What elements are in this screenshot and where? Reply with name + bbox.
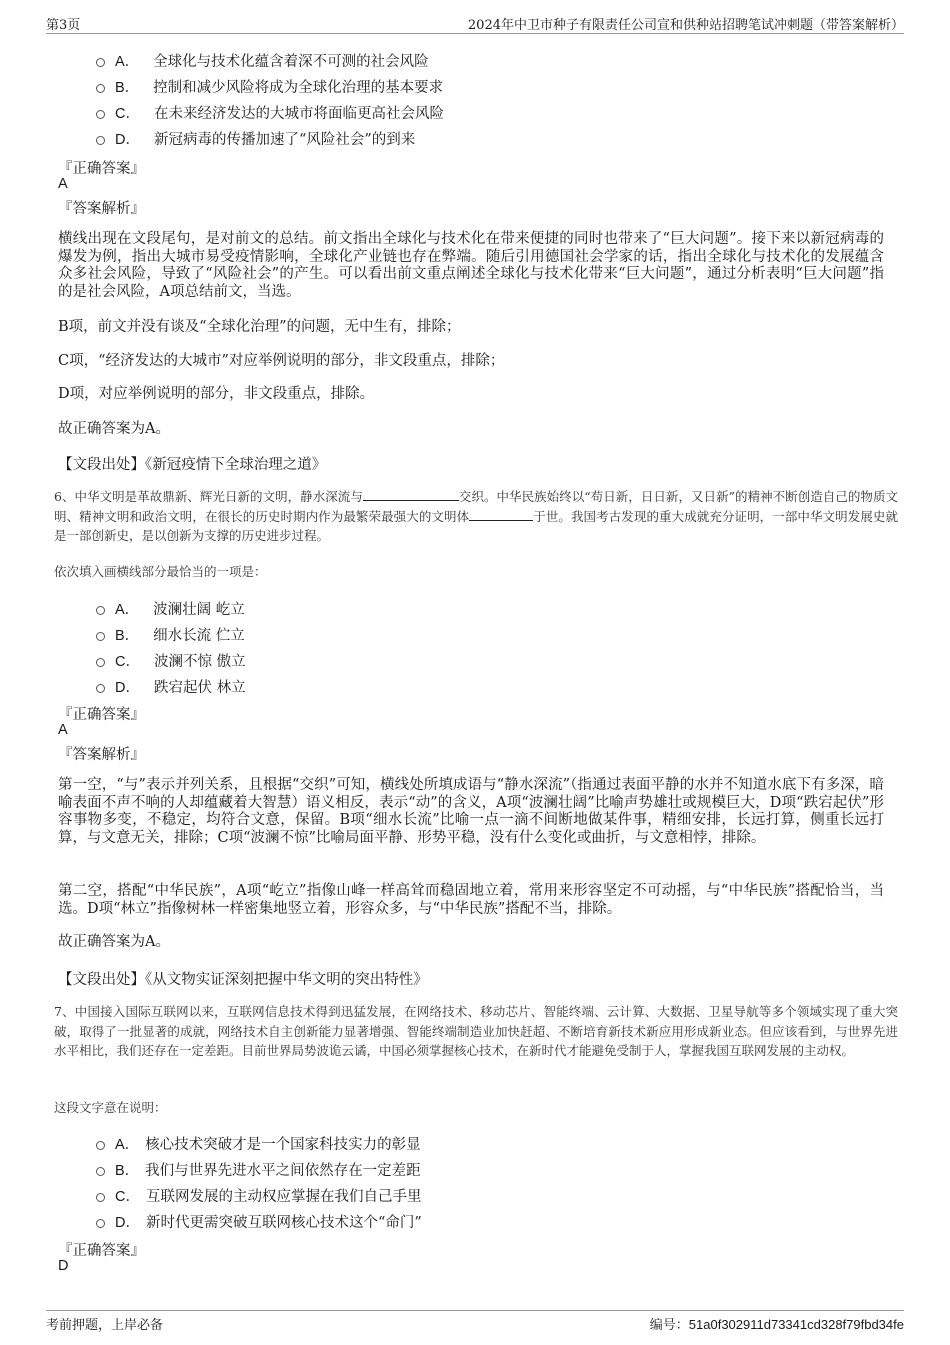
radio-icon[interactable] [96, 1219, 105, 1228]
option-text: 细水长流 伫立 [153, 628, 245, 644]
q5-answer: A [58, 176, 68, 192]
q5-answer-label: 『正确答案』 [58, 161, 145, 177]
option-text: 控制和减少风险将成为全球化治理的基本要求 [153, 80, 444, 96]
option-letter: C． [115, 1189, 140, 1205]
q5-option-c[interactable] [96, 102, 444, 123]
option-text: 跌宕起伏 林立 [153, 680, 246, 696]
radio-icon[interactable] [96, 84, 105, 93]
q5-option-b[interactable] [96, 76, 443, 97]
option-letter: A． [115, 602, 140, 618]
option-letter: B． [115, 80, 140, 96]
q5-analysis-paragraph: D项，对应举例说明的部分，非文段重点，排除。 [58, 386, 375, 402]
option-text: 我们与世界先进水平之间依然存在一定差距 [145, 1163, 421, 1179]
option-letter: D． [115, 1215, 140, 1231]
q6-option-c[interactable] [96, 650, 246, 671]
option-letter: C． [115, 654, 140, 670]
radio-icon[interactable] [96, 136, 105, 145]
q6-conclusion: 故正确答案为A。 [58, 934, 170, 950]
footer-slogan: 考前押题，上岸必备 [46, 1318, 164, 1333]
radio-icon[interactable] [96, 632, 105, 641]
fill-blank [363, 488, 459, 501]
radio-icon[interactable] [96, 1141, 105, 1150]
q6-source: 【文段出处】《从文物实证深刻把握中华文明的突出特性》 [58, 972, 428, 988]
footer-divider [46, 1310, 904, 1311]
q7-prompt: 这段文字意在说明： [54, 1100, 167, 1115]
option-text: 互联网发展的主动权应掌握在我们自己手里 [145, 1189, 422, 1205]
q5-conclusion: 故正确答案为A。 [58, 421, 170, 437]
q6-analysis-paragraph: 第二空，搭配“中华民族”，A项“屹立”指像山峰一样高耸而稳固地立着，常用来形容坚定不可动摇，与“中华民族”搭配恰当，当选。D项“林立”指像树林一样密集地竖立着，形容众多，与“中华民族”搭配不当，排除。 [58, 883, 884, 917]
q6-analysis-paragraph: 第一空，“与”表示并列关系，且根据“交织”可知，横线处所填成语与“静水深流”（指通过表面平静的水并不知道水底下有多深，暗喻表面不声不响的人却蕴藏着大智慧）语义相反，表示“动”的含义，A项“波澜壮阔”比喻声势雄壮或规模巨大，D项“跌宕起伏”形容事物多变，不稳定，均符合文意，保留。B项“细水长流”比喻一点一滴不间断地做某件事，精细安排，长远打算，侧重长远打算，与文意无关，排除；C项“波澜不惊”比喻局面平静、形势平稳，没有什么变化或曲折，与文意相悖，排除。 [58, 777, 884, 846]
radio-icon[interactable] [96, 606, 105, 615]
option-letter: B． [115, 628, 140, 644]
q6-option-b[interactable] [96, 624, 245, 645]
radio-icon[interactable] [96, 1167, 105, 1176]
q7-option-d[interactable] [96, 1211, 422, 1232]
option-letter: A． [115, 54, 140, 70]
q5-option-a[interactable] [96, 50, 429, 71]
option-text: 波澜不惊 傲立 [153, 654, 246, 670]
q7-option-c[interactable] [96, 1185, 421, 1206]
q6-option-d[interactable] [96, 676, 246, 697]
radio-icon[interactable] [96, 684, 105, 693]
code-label: 编号： [649, 1318, 689, 1333]
document-title: 2024年中卫市种子有限责任公司宣和供种站招聘笔试冲刺题（带答案解析） [467, 18, 904, 33]
q6-question-text: 6、中华文明是革故鼎新、辉光日新的文明，静水深流与 交织。中华民族始终以“苟日新，日日新，又日新”的精神不断创造自己的物质文明、精神文明和政治文明，在很长的历史时期内作为最繁荣最强大的文明体 于世。我国考古发现的重大成就充分证明，一部中华文明发展史就是一部创新史，是以创新为支撑的历史进步过程。 [54, 489, 898, 543]
option-text: 波澜壮阔 屹立 [153, 602, 245, 618]
fill-blank [469, 508, 533, 521]
option-text: 全球化与技术化蕴含着深不可测的社会风险 [153, 54, 429, 70]
q7-question-text: 7、中国接入国际互联网以来，互联网信息技术得到迅猛发展，在网络技术、移动芯片、智能终端、云计算、大数据、卫星导航等多个领域实现了重大突破，取得了一批显著的成就，网络技术自主创新能力显著增强、智能终端制造业加快赶超、不断培育新技术新应用形成新业态。但应该看到，与世界先进水平相比，我们还存在一定差距。目前世界局势波诡云谲，中国必须掌握核心技术，在新时代才能避免受制于人，掌握我国互联网发展的主动权。 [54, 1004, 898, 1058]
radio-icon[interactable] [96, 1193, 105, 1202]
option-letter: D． [115, 680, 140, 696]
code-value: 51a0f302911d73341cd328f79fbd34fe [688, 1317, 904, 1332]
option-text: 新冠病毒的传播加速了“风险社会”的到来 [153, 132, 416, 148]
q7-answer-label: 『正确答案』 [58, 1243, 145, 1259]
q5-analysis-paragraph: 横线出现在文段尾句，是对前文的总结。前文指出全球化与技术化在带来便捷的同时也带来了“巨大问题”。接下来以新冠病毒的爆发为例，指出大城市易受疫情影响，全球化产业链也存在弊端。随后引用德国社会学家的话，指出全球化与技术化的发展蕴含众多社会风险，导致了“风险社会”的产生。可以看出前文重点阐述全球化与技术化带来“巨大问题”，通过分析表明“巨大问题”指的是社会风险，A项总结前文，当选。 [58, 231, 884, 300]
q7-answer: D [58, 1258, 69, 1274]
q5-analysis-paragraph: B项，前文并没有谈及“全球化治理”的问题，无中生有，排除； [58, 319, 461, 335]
document-code [650, 1314, 904, 1333]
option-letter: D． [115, 132, 140, 148]
option-text: 核心技术突破才是一个国家科技实力的彰显 [145, 1137, 421, 1153]
header-divider [46, 33, 904, 34]
option-letter: A． [115, 1137, 140, 1153]
radio-icon[interactable] [96, 110, 105, 119]
q5-option-d[interactable] [96, 128, 415, 149]
radio-icon[interactable] [96, 658, 105, 667]
q5-analysis-paragraph: C项，“经济发达的大城市”对应举例说明的部分，非文段重点，排除； [58, 353, 505, 369]
q6-answer: A [58, 722, 68, 738]
page-number: 第3页 [46, 18, 81, 33]
radio-icon[interactable] [96, 58, 105, 67]
option-letter: B． [115, 1163, 140, 1179]
option-text: 新时代更需突破互联网核心技术这个“命门” [145, 1215, 422, 1231]
q6-analysis-label: 『答案解析』 [58, 747, 145, 763]
q6-option-a[interactable] [96, 598, 245, 619]
q7-option-a[interactable] [96, 1133, 421, 1154]
q6-answer-label: 『正确答案』 [58, 707, 145, 723]
option-letter: C． [115, 106, 140, 122]
q7-option-b[interactable] [96, 1159, 421, 1180]
q5-source: 【文段出处】《新冠疫情下全球治理之道》 [58, 457, 327, 473]
option-text: 在未来经济发达的大城市将面临更高社会风险 [153, 106, 444, 122]
q5-analysis-label: 『答案解析』 [58, 201, 145, 217]
q6-prompt: 依次填入画横线部分最恰当的一项是： [54, 564, 267, 579]
